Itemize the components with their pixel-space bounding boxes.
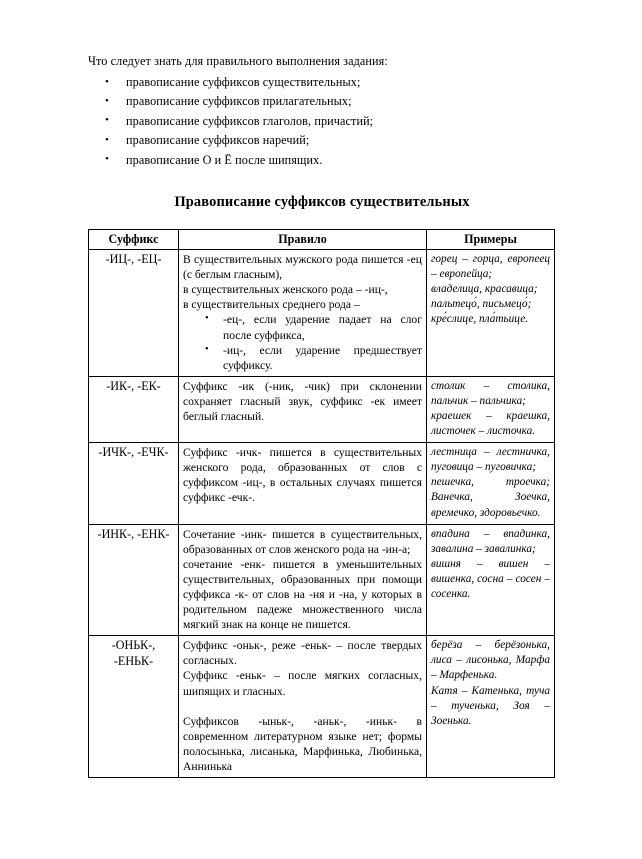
cell-rule	[179, 376, 427, 442]
example-line: горец – горца, европеец – европейца;	[431, 253, 550, 281]
example-line: краешек – краешка, листочек – листочка.	[431, 409, 550, 438]
example-line: столик – столика, пальчик – пальчика;	[431, 379, 550, 407]
cell-rule	[179, 443, 427, 524]
table-row	[89, 376, 555, 442]
table-row	[89, 250, 555, 377]
table-row	[89, 443, 555, 524]
rule-sublist	[183, 312, 422, 372]
cell-examples	[427, 250, 555, 377]
cell-suffix: -ОНЬК-, -ЕНЬК-	[89, 636, 179, 778]
rule-line: В существительных мужского рода пишется -ец (с беглым гласным),	[183, 253, 422, 282]
rule-line: Суффиксов -ыньк-, -аньк-, -иньк- в современном литературном языке нет; формы полосынька, лисанька, Марфинька, Любинька, Аннинька	[183, 714, 422, 773]
suffix-rules-table	[88, 229, 555, 778]
intro-lead: Что следует знать для правильного выполнения задания:	[88, 54, 388, 68]
column-header-suffix: Суффикс	[89, 230, 179, 250]
column-header-examples: Примеры	[427, 230, 555, 250]
example-line: вишня – вишен – вишенка, сосна – сосен – сосенка.	[431, 557, 550, 600]
rule-bullet: • -ец-, если ударение падает на слог после суффикса,	[183, 312, 422, 342]
rule-line: сочетание -енк- пишется в уменьшительных существительных, образованных при помощи суффикса -к- от слов на -ня и -на, у которых в родительном падеже множественного числа мягкий знак на конце не пишется.	[183, 557, 422, 632]
column-header-rule: Правило	[179, 230, 427, 250]
example-line: впадина – впадинка, завалина – завалинка;	[431, 527, 550, 555]
cell-examples	[427, 636, 555, 778]
example-line: кре́слице, пла́тьице.	[431, 313, 529, 326]
example-line: пальтецо́, письмецо́;	[431, 298, 532, 311]
list-item: • правописание суффиксов прилагательных;	[88, 92, 556, 111]
cell-suffix: -ИНК-, -ЕНК-	[89, 524, 179, 636]
cell-suffix: -ИК-, -ЕК-	[89, 376, 179, 442]
example-line: владелица, красавица;	[431, 283, 538, 296]
cell-rule	[179, 250, 427, 377]
table-row	[89, 524, 555, 636]
rule-line: Суффикс -ик (-ник, -чик) при склонении сохраняет гласный звук, суффикс -ек имеет беглый гласный.	[183, 379, 422, 423]
list-item: • правописание суффиксов существительных;	[88, 73, 556, 92]
rule-line: в существительных женского рода – -иц-,	[183, 283, 388, 297]
blank-line	[183, 699, 422, 714]
cell-examples	[427, 443, 555, 524]
rule-bullet: • -иц-, если ударение предшествует суффиксу.	[183, 343, 422, 373]
cell-examples	[427, 376, 555, 442]
intro-list	[88, 73, 556, 170]
rule-line: в существительных среднего рода –	[183, 298, 360, 312]
list-item: • правописание суффиксов глаголов, причастий;	[88, 112, 556, 131]
example-line: лестница – лестничка, пуговица – пуговичка;	[431, 446, 550, 474]
cell-suffix: -ИЦ-, -ЕЦ-	[89, 250, 179, 377]
rule-line: Суффикс -еньк- – после мягких согласных, шипящих и гласных.	[183, 669, 422, 698]
table-header-row	[89, 230, 555, 250]
rule-line: Сочетание -инк- пишется в существительных, образованных от слов женского рода на -ин-а;	[183, 527, 422, 556]
page-title: Правописание суффиксов существительных	[174, 194, 470, 211]
table-row	[89, 636, 555, 778]
rule-line: Суффикс -ичк- пишется в существительных женского рода, образованных от слов с суффиксом -иц-, в остальных случаях пишется суффикс -ечк-.	[183, 446, 422, 505]
cell-rule	[179, 636, 427, 778]
list-item: • правописание суффиксов наречий;	[88, 131, 556, 150]
example-line: берёза – берёзонька, лиса – лисонька, Марфа – Марфенька.	[431, 639, 550, 682]
example-line: пешечка, троечка; Ванечка, Зоечка, времечко, здоровьечко.	[431, 476, 550, 519]
rule-line: Суффикс -оньк-, реже -еньк- – после твердых согласных.	[183, 639, 422, 668]
example-line: Катя – Катенька, туча – тученька, Зоя – Зоенька.	[431, 684, 550, 727]
cell-suffix: -ИЧК-, -ЕЧК-	[89, 443, 179, 524]
cell-rule	[179, 524, 427, 636]
cell-examples	[427, 524, 555, 636]
list-item: • правописание О и Ё после шипящих.	[88, 151, 556, 170]
